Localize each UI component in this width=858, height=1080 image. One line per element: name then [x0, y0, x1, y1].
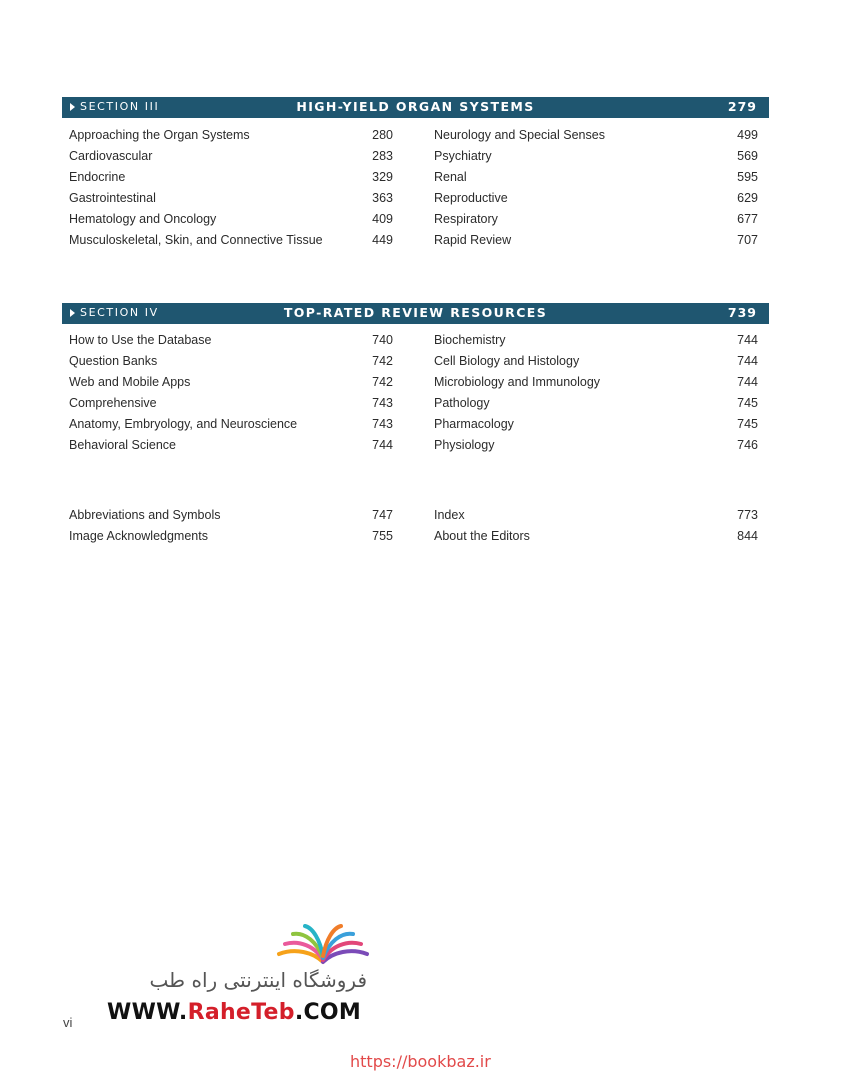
- toc-entry[interactable]: Neurology and Special Senses 499: [434, 128, 758, 142]
- toc-entry[interactable]: Microbiology and Immunology 744: [434, 375, 758, 389]
- section-label: SECTION IV: [80, 306, 159, 319]
- toc-entry[interactable]: Rapid Review 707: [434, 233, 758, 247]
- toc-entry[interactable]: Psychiatry 569: [434, 149, 758, 163]
- toc-entry[interactable]: How to Use the Database 740: [69, 333, 393, 347]
- section-3-header: [62, 97, 769, 118]
- section-4-header: [62, 303, 769, 324]
- toc-entry[interactable]: Gastrointestinal 363: [69, 191, 393, 205]
- section-title: TOP-RATED REVIEW RESOURCES: [283, 305, 548, 320]
- toc-entry[interactable]: Question Banks 742: [69, 354, 393, 368]
- section-page: 279: [727, 99, 757, 114]
- toc-entry[interactable]: Renal 595: [434, 170, 758, 184]
- toc-entry[interactable]: Biochemistry 744: [434, 333, 758, 347]
- toc-entry[interactable]: Pathology 745: [434, 396, 758, 410]
- section-title: HIGH-YIELD ORGAN SYSTEMS: [296, 99, 535, 114]
- backmatter-left-list: [69, 505, 393, 547]
- toc-entry[interactable]: Hematology and Oncology 409: [69, 212, 393, 226]
- toc-entry[interactable]: Physiology 746: [434, 438, 758, 452]
- toc-entry[interactable]: Reproductive 629: [434, 191, 758, 205]
- watermark-url: WWW.RaheTeb.COM: [107, 1000, 362, 1025]
- page-folio: vi: [63, 1015, 73, 1030]
- toc-entry[interactable]: Approaching the Organ Systems 280: [69, 128, 393, 142]
- watermark-persian-text: فروشگاه اینترنتی راه طب: [149, 968, 367, 992]
- open-book-logo-icon: [273, 922, 373, 968]
- section-label: SECTION III: [80, 100, 160, 113]
- toc-entry[interactable]: Cell Biology and Histology 744: [434, 354, 758, 368]
- toc-entry[interactable]: Cardiovascular 283: [69, 149, 393, 163]
- toc-entry[interactable]: Pharmacology 745: [434, 417, 758, 431]
- toc-entry[interactable]: Endocrine 329: [69, 170, 393, 184]
- rahe-teb-watermark: [105, 920, 375, 1030]
- toc-entry[interactable]: Musculoskeletal, Skin, and Connective Tissue 449: [69, 233, 393, 247]
- section-4-left-list: [69, 330, 393, 456]
- toc-entry[interactable]: Behavioral Science 744: [69, 438, 393, 452]
- section-3-left-list: [69, 125, 393, 251]
- section-3-right-list: [434, 125, 758, 251]
- section-page: 739: [727, 305, 757, 320]
- section-4-right-list: [434, 330, 758, 456]
- toc-entry[interactable]: Abbreviations and Symbols 747: [69, 508, 393, 522]
- toc-entry[interactable]: Anatomy, Embryology, and Neuroscience 743: [69, 417, 393, 431]
- toc-entry[interactable]: About the Editors 844: [434, 529, 758, 543]
- toc-entry[interactable]: Image Acknowledgments 755: [69, 529, 393, 543]
- backmatter-right-list: [434, 505, 758, 547]
- toc-entry[interactable]: Respiratory 677: [434, 212, 758, 226]
- toc-entry[interactable]: Comprehensive 743: [69, 396, 393, 410]
- toc-entry[interactable]: Index 773: [434, 508, 758, 522]
- bookbaz-link[interactable]: https://bookbaz.ir: [350, 1052, 491, 1071]
- toc-entry[interactable]: Web and Mobile Apps 742: [69, 375, 393, 389]
